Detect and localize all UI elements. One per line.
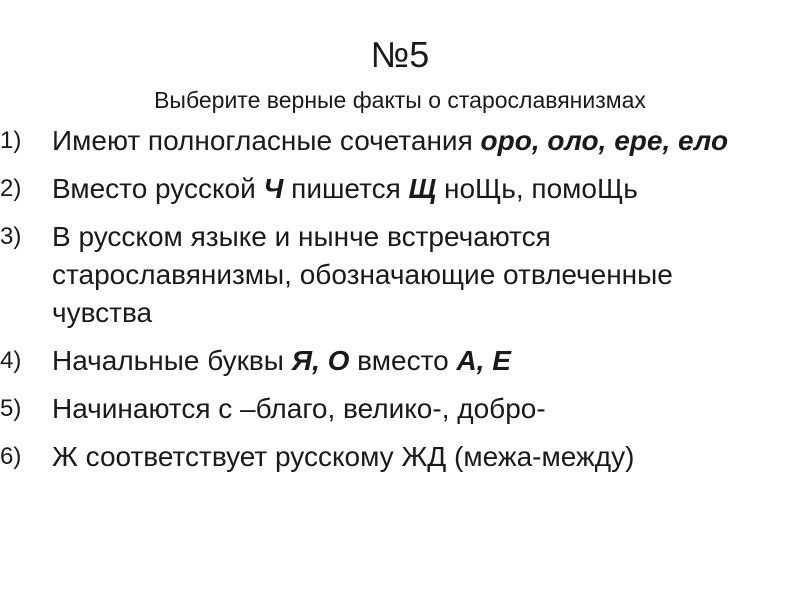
fact-item <box>0 218 800 332</box>
fact-text <box>52 393 546 424</box>
fact-text-segment: ноЩь, помоЩь <box>436 173 638 204</box>
fact-text-segment: В русском языке и нынче встречаются старославянизмы, обозначающие отвлеченные чувства <box>52 221 673 328</box>
fact-emphasis: оро, оло, ере, ело <box>480 125 729 156</box>
fact-text-segment: Начальные буквы <box>52 345 292 376</box>
fact-number: 6) <box>0 443 22 470</box>
fact-number: 4) <box>0 347 22 374</box>
fact-text <box>52 221 673 328</box>
fact-emphasis: Я, О <box>291 345 350 376</box>
fact-text-segment: вместо <box>349 345 457 376</box>
fact-item <box>0 390 800 428</box>
fact-list <box>0 122 800 486</box>
slide-subtitle: Выберите верные факты о старославянизмах <box>154 87 646 113</box>
fact-emphasis: А, Е <box>456 345 511 376</box>
fact-emphasis: Ч <box>263 173 284 204</box>
fact-emphasis: Щ <box>408 173 437 204</box>
fact-text-segment: Имеют полногласные сочетания <box>52 125 481 156</box>
fact-text-segment: пишется <box>283 173 409 204</box>
slide-title: №5 <box>370 34 430 75</box>
fact-text <box>52 345 511 376</box>
fact-number: 1) <box>0 127 22 154</box>
fact-text-segment: Вместо русской <box>52 173 264 204</box>
fact-number: 3) <box>0 223 22 250</box>
fact-number: 5) <box>0 395 22 422</box>
fact-text-segment: Начинаются с –благо, велико-, добро- <box>52 393 546 424</box>
fact-text <box>52 125 728 156</box>
fact-item <box>0 342 800 380</box>
fact-item <box>0 122 800 160</box>
fact-text <box>52 441 634 472</box>
fact-text <box>52 173 638 204</box>
fact-item <box>0 438 800 476</box>
fact-number: 2) <box>0 175 22 202</box>
fact-text-segment: Ж соответствует русскому ЖД (межа-между) <box>52 441 635 472</box>
fact-item <box>0 170 800 208</box>
